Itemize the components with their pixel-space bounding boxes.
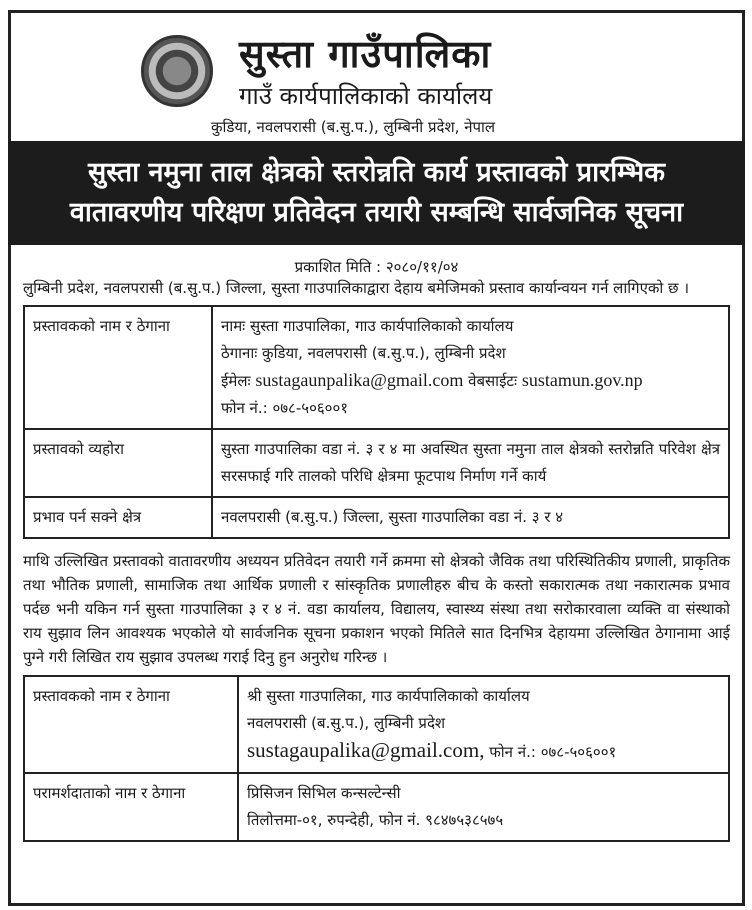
contact-line (247, 737, 720, 766)
table-row (24, 676, 729, 773)
table-row (24, 306, 729, 429)
main-paragraph: माथि उल्लिखित प्रस्तावको वातावरणीय अध्ययन प्रतिवेदन तयारी गर्ने क्रममा सो क्षेत्रको जैविक तथा परिस्थितिकीय प्रणाली, प्राकृतिक तथा भौतिक प्रणाली, सामाजिक तथा आर्थिक प्रणाली र सांस्कृतिक प्रणालीहरु बीच के कस्तो सकारात्मक तथा नकारात्मक प्रभाव पर्दछ भनी यकिन गर्न सुस्ता गाउपालिका ३ र ४ नं. वडा कार्यालय, विद्यालय, स्वास्थ्य संस्था तथा सरोकारवाला व्यक्ति वा संस्थाको राय सुझाव लिन आवश्यक भएकोले यो सार्वजनिक सूचना प्रकाशन भएको मितिले सात दिनभित्र देहायमा उल्लिखित ठेगानामा आई पुग्ने गरी लिखित राय सुझाव उपलब्ध गराई दिनु हुन अनुरोध गरिन्छ । (23, 552, 730, 666)
office-address: कुडिया, नवलपरासी (ब.सु.प.), लुम्बिनी प्रदेश, नेपाल (211, 118, 496, 136)
notice-frame (8, 10, 745, 906)
table-row (24, 497, 729, 538)
intro-text: लुम्बिनी प्रदेश, नवलपरासी (ब.सु.प.) जिल्ला, सुस्ता गाउपालिकाद्वारा देहाय बमेजिमको प्रस्ताव कार्यान्वयन गर्न लागिएको छ । (23, 279, 690, 297)
row-value: नवलपरासी (ब.सु.प.) जिल्ला, सुस्ता गाउपालिका वडा नं. ३ र ४ (212, 497, 729, 538)
phone-number: फोन नं.: ०७८-५०६००१ (489, 743, 617, 761)
office-subtitle: गाउँ कार्यपालिकाको कार्यालय (239, 82, 493, 110)
proposer-address: ठेगानाः कुडिया, नवलपरासी (ब.सु.प.), लुम्बिनी प्रदेश (221, 344, 506, 362)
banner-line-2: वातावरणीय परिक्षण प्रतिवेदन तयारी सम्बन्धि सार्वजनिक सूचना (69, 197, 684, 228)
table-row (24, 773, 729, 841)
row-label: प्रस्तावकको नाम र ठेगाना (24, 306, 212, 429)
proposer-name: श्री सुस्ता गाउपालिका, गाउ कार्यपालिकाको कार्यालय (247, 687, 530, 705)
notice-banner (8, 141, 745, 245)
email-link[interactable]: sustagaunpalika@gmail.com (255, 370, 464, 390)
consultant-name: प्रिसिजन सिभिल कन्सल्टेन्सी (247, 784, 401, 802)
website-label: वेबसाईटः (468, 372, 518, 390)
municipality-title: सुस्ता गाउँपालिका (239, 32, 492, 76)
consultant-address: तिलोत्तमा-०१, रुपन्देही, फोन नं. ९८४७५३८५७५ (247, 811, 504, 829)
email-link[interactable]: sustagaupalika@gmail.com, (247, 738, 485, 762)
proposal-table (23, 305, 730, 539)
row-label: परामर्शदाताको नाम र ठेगाना (24, 773, 238, 841)
contact-line (221, 367, 720, 395)
proposer-address: नवलपरासी (ब.सु.प.), लुम्बिनी प्रदेश (247, 714, 446, 732)
banner-line-1: सुस्ता नमुना ताल क्षेत्रको स्तरोन्नति कार्य प्रस्तावको प्रारम्भिक (87, 157, 666, 188)
phone-number: फोन नं.: ०७८-५०६००१ (221, 399, 349, 417)
table-row (24, 429, 729, 497)
row-value (238, 773, 729, 841)
row-label: प्रस्तावको व्यहोरा (24, 429, 212, 497)
header (11, 13, 742, 141)
row-value (238, 676, 729, 773)
contact-table (23, 675, 730, 842)
website-link[interactable]: sustamun.gov.np (521, 370, 643, 390)
row-value (212, 306, 729, 429)
proposer-name: नामः सुस्ता गाउपालिका, गाउ कार्यपालिकाको कार्यालय (221, 317, 514, 335)
row-label: प्रस्तावकको नाम र ठेगाना (24, 676, 238, 773)
row-value: सुस्ता गाउपालिका वडा नं. ३ र ४ मा अवस्थित सुस्ता नमुना ताल क्षेत्रको स्तरोन्नति परिवेश क्षेत्र सरसफाई गरि तालको परिधि क्षेत्रमा फूटपाथ निर्माण गर्ने कार्य (212, 429, 729, 497)
emblem-logo (141, 35, 213, 107)
email-label: ईमेलः (221, 372, 251, 390)
published-date: प्रकाशित मिति : २०८०/११/०४ (294, 258, 459, 276)
row-label: प्रभाव पर्न सक्ने क्षेत्र (24, 497, 212, 538)
